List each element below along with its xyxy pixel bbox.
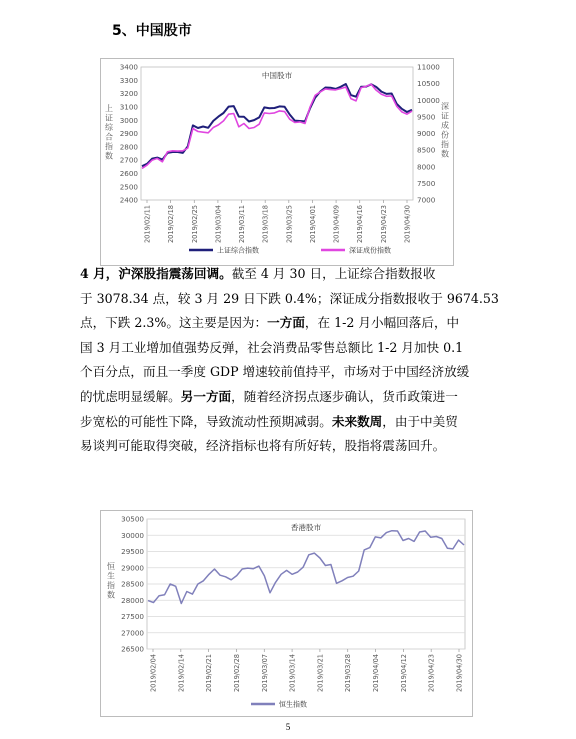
- y-tick-label: 26500: [121, 644, 144, 654]
- y-tick-label: 30500: [121, 514, 144, 524]
- text-run: 易谈判可能取得突破，经济指标也将有所好转，股指将震荡回升。: [80, 438, 446, 454]
- y-tick-label: 3400: [119, 62, 138, 72]
- x-tick-label: 2019/02/04: [149, 654, 158, 693]
- text-run: 步宽松的可能性下降，导致流动性预期减弱。: [80, 413, 332, 429]
- paragraph-text: [80, 262, 500, 459]
- x-tick-label: 2019/02/11: [143, 205, 152, 244]
- x-tick-label: 2019/03/04: [214, 205, 223, 244]
- y-tick-label: 3200: [119, 89, 138, 99]
- x-tick-label: 2019/02/25: [190, 205, 199, 244]
- x-tick-label: 2019/04/30: [403, 205, 412, 244]
- x-tick-label: 2019/03/07: [260, 654, 269, 693]
- y-tick-label: 2900: [119, 129, 138, 139]
- y2-tick-label: 7000: [417, 195, 436, 205]
- y2-tick-label: 9000: [417, 129, 436, 139]
- x-tick-label: 2019/04/04: [372, 654, 381, 693]
- y-tick-label: 27000: [121, 628, 144, 638]
- body-paragraph: [80, 262, 500, 459]
- y-tick-label: 28000: [121, 595, 144, 605]
- legend-label: 恒生指数: [279, 700, 307, 709]
- x-tick-label: 2019/04/12: [399, 654, 408, 693]
- x-tick-label: 2019/04/16: [356, 205, 365, 244]
- y-tick-label: 29000: [121, 563, 144, 573]
- text-run: 点，下跌 2.3%。这主要是因为：: [80, 315, 268, 331]
- page-number: 5: [285, 722, 291, 732]
- y2-tick-label: 8500: [417, 145, 436, 155]
- paragraph-line: [80, 262, 500, 287]
- x-tick-label: 2019/03/28: [344, 654, 353, 693]
- x-tick-label: 2019/03/21: [316, 654, 325, 693]
- hk-stock-chart-svg: [101, 511, 472, 716]
- y2-tick-label: 11000: [417, 62, 440, 72]
- x-tick-label: 2019/02/14: [177, 654, 186, 693]
- x-tick-label: 2019/03/18: [261, 205, 270, 244]
- x-tick-label: 2019/04/23: [379, 205, 388, 244]
- x-tick-label: 2019/03/11: [238, 205, 247, 244]
- bold-phrase: 4 月，沪深股指震荡回调。: [80, 266, 232, 281]
- paragraph-line: [80, 410, 500, 435]
- x-tick-label: 2019/03/25: [285, 205, 294, 244]
- y-tick-label: 2400: [119, 195, 138, 205]
- bold-phrase: 一方面: [267, 315, 305, 331]
- y-tick-label: 3000: [119, 115, 138, 125]
- y2-tick-label: 10500: [417, 79, 440, 89]
- y-axis-title: 恒生指数: [107, 562, 115, 600]
- x-tick-label: 2019/04/09: [332, 205, 341, 244]
- x-tick-label: 2019/04/30: [455, 654, 464, 693]
- y2-tick-label: 9500: [417, 112, 436, 122]
- bold-phrase: 未来数周: [331, 413, 383, 429]
- x-tick-label: 2019/02/18: [167, 205, 176, 244]
- y-tick-label: 27500: [121, 612, 144, 622]
- text-run: 于 3078.34 点，较 3 月 29 日下跌 0.4%；深证成分指数报收于 9674.53: [80, 290, 499, 306]
- x-tick-label: 2019/04/23: [427, 654, 436, 693]
- y-tick-label: 2500: [119, 182, 138, 192]
- paragraph-line: [80, 434, 500, 459]
- y2-tick-label: 7500: [417, 178, 436, 188]
- text-run: 截至 4 月 30 日，上证综合指数报收: [231, 266, 436, 281]
- legend-label: 深证成份指数: [349, 246, 391, 255]
- x-tick-label: 2019/02/28: [232, 654, 241, 693]
- section-heading: 5、中国股市: [112, 23, 192, 39]
- y-tick-label: 3100: [119, 102, 138, 112]
- y2-tick-label: 10000: [417, 95, 440, 105]
- plot-area: [141, 67, 413, 200]
- y2-tick-label: 8000: [417, 162, 436, 172]
- china-stock-chart: [100, 58, 454, 266]
- text-run: 的忧虑明显缓解。: [80, 388, 181, 404]
- text-run: 个百分点，而且一季度 GDP 增速较前值持平，市场对于中国经济放缓: [80, 364, 470, 380]
- y-tick-label: 2600: [119, 169, 138, 178]
- y-tick-label: 28500: [121, 579, 144, 589]
- x-tick-label: 2019/02/21: [205, 654, 214, 693]
- text-run: 国 3 月工业增加值强势反弹，社会消费品零售总额比 1-2 月加快 0.1: [80, 339, 464, 355]
- x-tick-label: 2019/04/01: [308, 205, 317, 244]
- paragraph-line: [80, 336, 500, 361]
- bold-phrase: 另一方面: [180, 388, 232, 404]
- y2-axis-title: 深证成份指数: [441, 102, 449, 159]
- china-stock-chart-svg: [101, 59, 453, 265]
- chart-title: 香港股市: [290, 523, 322, 532]
- chart-title: 中国股市: [261, 71, 293, 80]
- y-tick-label: 30000: [121, 530, 144, 540]
- text-run: ，在 1-2 月小幅回落后，中: [304, 315, 460, 331]
- y-tick-label: 29500: [121, 547, 144, 557]
- y-axis-title: 上证综合指数: [105, 104, 113, 161]
- text-run: ，由于中美贸: [382, 413, 458, 429]
- paragraph-line: [80, 385, 500, 410]
- y-tick-label: 2800: [119, 142, 138, 152]
- y-tick-label: 3300: [119, 75, 138, 85]
- text-run: ，随着经济拐点逐步确认，货币政策进一: [231, 388, 458, 404]
- paragraph-line: [80, 311, 500, 336]
- hk-stock-chart: [100, 510, 473, 717]
- x-tick-label: 2019/03/14: [288, 654, 297, 693]
- y-tick-label: 2700: [119, 155, 138, 165]
- paragraph-line: [80, 360, 500, 385]
- legend-label: 上证综合指数: [217, 246, 259, 255]
- paragraph-line: [80, 287, 500, 312]
